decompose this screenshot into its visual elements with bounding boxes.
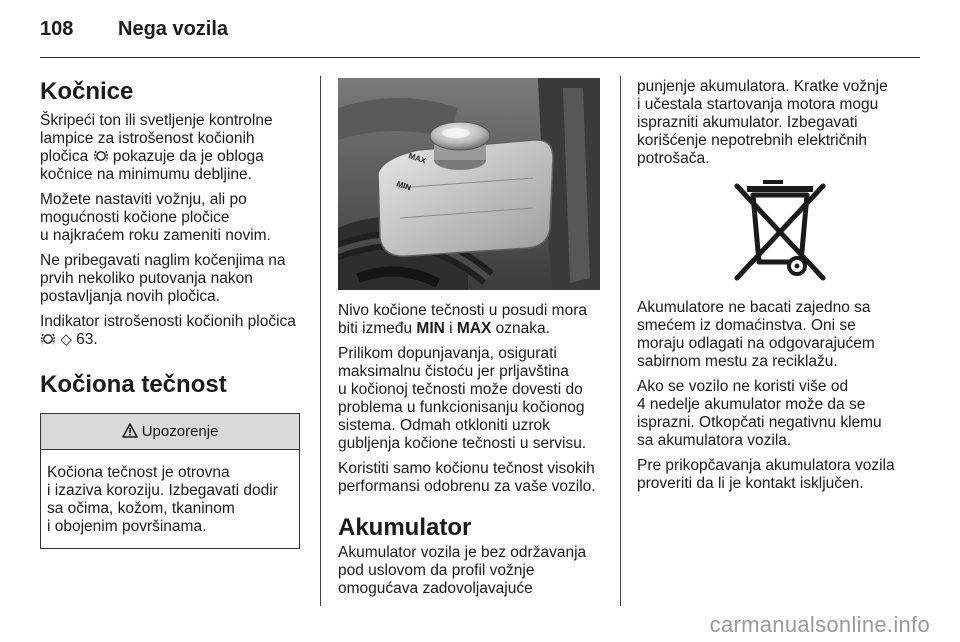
text-line: lampice za istrošenost kočionih	[40, 130, 255, 147]
text-line: Ne pribegavati naglim kočenjima na	[40, 252, 286, 269]
header-rule	[40, 57, 920, 58]
brakes-paragraph-1	[40, 112, 310, 184]
text-line: i izaziva koroziju. Izbegavati dodir	[47, 482, 278, 499]
text-line: omogućava zadovoljavajuće	[338, 580, 533, 597]
section-title-brakes: Kočnice	[40, 78, 134, 105]
text-line: Akumulator vozila je bez održavanja	[338, 544, 587, 561]
text-line: i	[449, 320, 453, 337]
warning-label: Upozorenje	[141, 423, 219, 440]
text-line: biti između	[338, 320, 413, 337]
text-line: punjenje akumulatora. Kratke vožnje	[637, 78, 888, 95]
brake-fluid-paragraph-1	[338, 302, 610, 338]
text-line: Akumulatore ne bacati zajedno sa	[637, 299, 871, 316]
text-line: problema u funkcionisanju kočionog	[338, 399, 585, 416]
page-reference-arrow-icon: ◇	[60, 331, 72, 348]
page-title: Nega vozila	[118, 18, 229, 40]
text-line: moraju odlagati na odgovarajućem	[637, 335, 875, 352]
text-line: gubljenja kočione tečnosti u servisu.	[338, 435, 587, 452]
section-title-brake-fluid: Kočiona tečnost	[40, 371, 227, 398]
column-3	[637, 78, 927, 500]
max-label: MAX	[456, 320, 492, 337]
text-line: Možete nastaviti vožnju, ali po	[40, 191, 247, 208]
battery-paragraph-1	[338, 544, 610, 598]
warning-body	[41, 450, 299, 548]
column-divider-2	[620, 76, 621, 606]
brake-fluid-paragraph-2	[338, 345, 610, 453]
text-line: Prilikom dopunjavanja, osigurati	[338, 345, 557, 362]
text-line: Pre prikopčavanja akumulatora vozila	[637, 457, 895, 474]
text-line: sabirnom mestu za reciklažu.	[637, 353, 838, 370]
brake-fluid-paragraph-3	[338, 460, 610, 496]
battery-paragraph-3	[637, 299, 927, 371]
battery-paragraph-5	[637, 457, 927, 493]
text-line: u najkraćem roku zameniti novim.	[40, 227, 271, 244]
text-line: maksimalnu čistoću jer prljavština	[338, 363, 569, 380]
text-line: postavljanja novih pločica.	[40, 288, 221, 305]
text-line: i učestala startovanja motora mogu	[637, 96, 879, 113]
text-line: oznaka.	[495, 320, 550, 337]
section-title-battery: Akumulator	[338, 514, 472, 541]
text-line: sa očima, kožom, tkaninom	[47, 500, 235, 517]
reservoir-max-mark: MAX	[407, 151, 428, 166]
battery-paragraph-2	[637, 78, 927, 168]
text-line: proveriti da li je kontakt isključen.	[637, 475, 864, 492]
battery-paragraph-4	[637, 378, 927, 450]
column-1	[40, 78, 310, 549]
text-line: isprazniti akumulator. Izbegavati	[637, 114, 858, 131]
text-line: kočnice na minimumu debljine.	[40, 166, 252, 183]
min-label: MIN	[416, 320, 445, 337]
column-2	[338, 78, 610, 605]
brakes-paragraph-2	[40, 191, 310, 245]
text-line: mogućnosti kočione pločice	[40, 209, 230, 226]
text-line: pokazuje da je obloga	[112, 148, 264, 165]
text-line: Ako se vozilo ne koristi više od	[637, 378, 849, 395]
text-line: u kočionoj tečnosti može dovesti do	[338, 381, 583, 398]
text-line: Koristiti samo kočionu tečnost visokih	[338, 460, 595, 477]
text-line: potrošača.	[637, 150, 710, 167]
text-line: performansi odobrenu za vaše vozilo.	[338, 478, 596, 495]
text-line: Indikator istrošenosti kočionih pločica	[40, 313, 296, 330]
text-line: Kočiona tečnost je otrovna	[47, 464, 230, 481]
text-line: i obojenim površinama.	[47, 518, 207, 535]
brake-pad-wear-icon	[40, 332, 56, 346]
text-line: Nivo kočione tečnosti u posudi mora	[338, 302, 587, 319]
text-line: pločica	[40, 148, 89, 165]
warning-header	[41, 414, 299, 450]
column-divider-1	[320, 76, 321, 606]
watermark: carmanualsonline.info	[709, 612, 930, 637]
crossed-out-bin-recycling-icon	[725, 178, 835, 283]
text-line: 4 nedelje akumulator može da se	[637, 396, 866, 413]
warning-box	[40, 413, 300, 549]
warning-triangle-icon	[122, 423, 138, 438]
text-line: prvih nekoliko putovanja nakon	[40, 270, 253, 287]
text-line: pod uslovom da profil vožnje	[338, 562, 535, 579]
brake-pad-wear-icon	[93, 149, 109, 163]
text-line: sistema. Odmah otkloniti uzrok	[338, 417, 550, 434]
text-line: Škripeći ton ili svetljenje kontrolne	[40, 112, 273, 129]
page-number: 108	[40, 18, 74, 40]
text-line: sa akumulatora vozila.	[637, 432, 792, 449]
text-line: isprazni. Otkopčati negativnu klemu	[637, 414, 882, 431]
page-reference-link[interactable]: 63.	[76, 331, 98, 348]
text-line: smećem iz domaćinstva. Oni se	[637, 317, 856, 334]
brake-fluid-reservoir-photo	[338, 78, 600, 290]
brakes-paragraph-3	[40, 252, 310, 306]
text-line: korišćenje nepotrebnih električnih	[637, 132, 868, 149]
reservoir-min-mark: MIN	[395, 179, 413, 193]
brakes-paragraph-4	[40, 313, 310, 349]
